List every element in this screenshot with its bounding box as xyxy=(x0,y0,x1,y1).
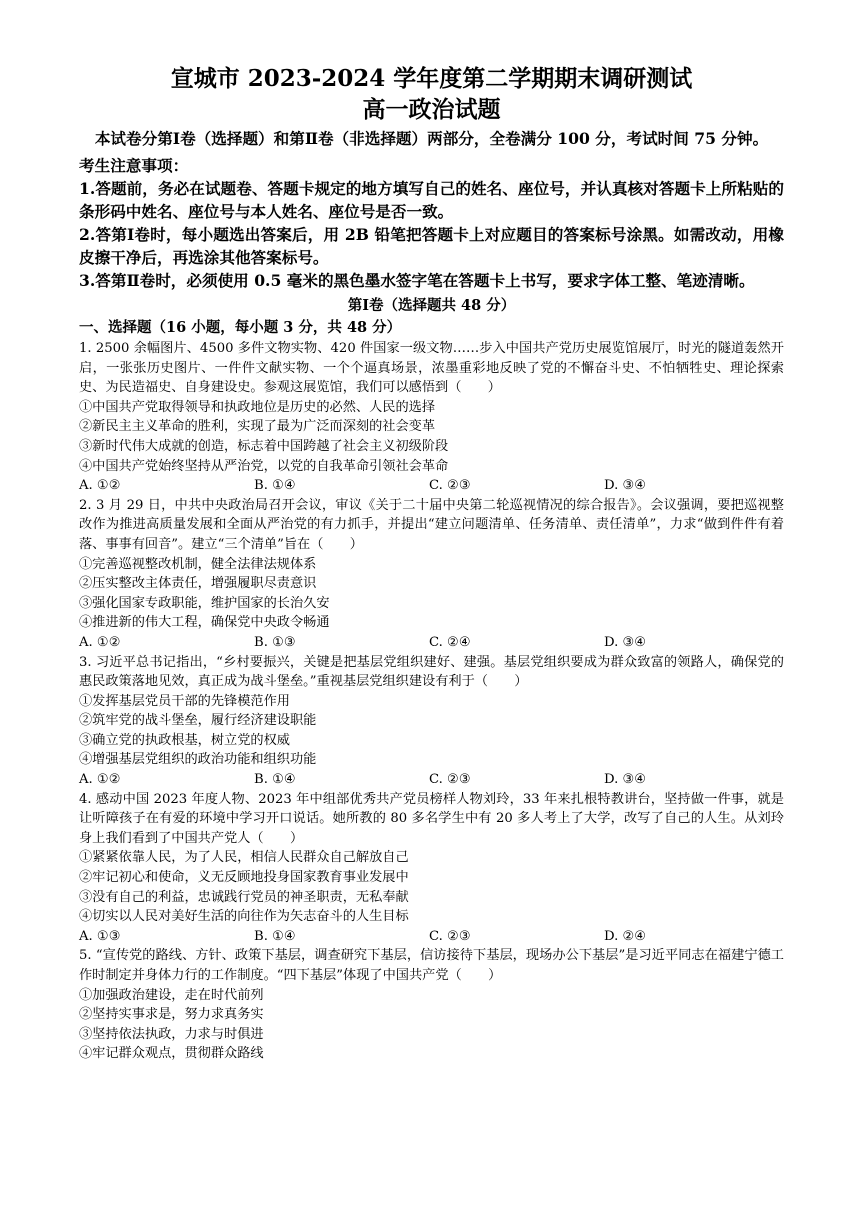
answer-choice: B. ①③ xyxy=(254,634,296,650)
answer-choices xyxy=(79,476,784,496)
answer-choice: C. ②④ xyxy=(429,634,471,650)
question-statement: ①紧紧依靠人民，为了人民，相信人民群众自己解放自己 xyxy=(79,850,409,866)
answer-choices xyxy=(79,770,784,790)
section-title: 一、选择题（16 小题，每小题 3 分，共 48 分） xyxy=(79,319,402,336)
answer-choice: B. ①④ xyxy=(254,772,296,788)
answer-choice: C. ②③ xyxy=(429,928,471,944)
answer-choices xyxy=(79,633,784,653)
answer-choice: B. ①④ xyxy=(254,928,296,944)
exam-title: 宣城市 2023-2024 学年度第二学期期末调研测试 xyxy=(170,65,693,92)
question-stem: 1. 2500 余幅图片、4500 多件文物实物、420 件国家一级文物……步入中国共产党历史展览馆展厅，时光的隧道轰然开启，一张张历史图片、一件件文献实物、一个个逼真场景，浓墨重彩地反映了党的不懈奋斗史、不怕牺牲史、理论探索史、为民造福史、自身建设史。参观这展览馆，我们可以感悟到（ ） xyxy=(79,341,784,396)
answer-choices xyxy=(79,927,784,947)
question-statement: ②筑牢党的战斗堡垒，履行经济建设职能 xyxy=(79,713,317,729)
question-statement: ④牢记群众观点，贯彻群众路线 xyxy=(79,1046,264,1062)
answer-choice: A. ①② xyxy=(79,772,121,788)
answer-choice: B. ①④ xyxy=(254,478,296,494)
question-statement: ④增强基层党组织的政治功能和组织功能 xyxy=(79,752,317,768)
question-statement: ④推进新的伟大工程，确保党中央政令畅通 xyxy=(79,615,330,631)
question-list xyxy=(79,339,784,1064)
notice-item: 2.答第Ⅰ卷时，每小题选出答案后，用 2B 铅笔把答题卡上对应题目的答案标号涂黑。如需改动，用橡皮擦干净后，再选涂其他答案标号。 xyxy=(79,225,784,267)
notice-item: 1.答题前，务必在试题卷、答题卡规定的地方填写自己的姓名、座位号，并认真核对答题卡上所粘贴的条形码中姓名、座位号与本人姓名、座位号是否一致。 xyxy=(79,179,784,221)
answer-choice: C. ②③ xyxy=(429,772,471,788)
question-statement: ①中国共产党取得领导和执政地位是历史的必然、人民的选择 xyxy=(79,399,436,415)
question-2 xyxy=(79,496,784,653)
question-stem: 4. 感动中国 2023 年度人物、2023 年中组部优秀共产党员榜样人物刘玲，33 年来扎根特教讲台，坚持做一件事，就是让听障孩子在有爱的环境中学习开口说话。她所教的 80 多名学生中有 20 多人考上了大学，改写了自己的人生。从刘玲身上我们看到了中国共产党人（ ） xyxy=(79,791,784,846)
question-statement: ①加强政治建设，走在时代前列 xyxy=(79,987,264,1003)
question-statement: ④切实以人民对美好生活的向往作为矢志奋斗的人生目标 xyxy=(79,909,409,925)
question-statement: ③没有自己的利益，忠诚践行党员的神圣职责，无私奉献 xyxy=(79,889,409,905)
notice-title: 考生注意事项： xyxy=(79,156,189,175)
question-statement: ③确立党的执政根基，树立党的权威 xyxy=(79,732,290,748)
question-stem: 3. 习近平总书记指出，“乡村要振兴，关键是把基层党组织建好、建强。基层党组织要成为群众致富的领路人，确保党的惠民政策落地见效，真正成为战斗堡垒。”重视基层党组织建设有利于（ ） xyxy=(79,654,784,690)
answer-choice: A. ①③ xyxy=(79,928,121,944)
question-statement: ②新民主主义革命的胜利，实现了最为广泛而深刻的社会变革 xyxy=(79,419,436,435)
answer-choice: D. ②④ xyxy=(604,928,647,944)
question-statement: ②压实整改主体责任，增强履职尽责意识 xyxy=(79,576,317,592)
question-statement: ②坚持实事求是，努力求真务实 xyxy=(79,1007,264,1023)
answer-choice: D. ③④ xyxy=(604,634,647,650)
answer-choice: A. ①② xyxy=(79,634,121,650)
question-statement: ③坚持依法执政，力求与时俱进 xyxy=(79,1026,264,1042)
answer-choice: D. ③④ xyxy=(604,772,647,788)
exam-intro: 本试卷分第Ⅰ卷（选择题）和第Ⅱ卷（非选择题）两部分，全卷满分 100 分，考试时间 75 分钟。 xyxy=(94,129,769,148)
question-statement: ②牢记初心和使命，义无反顾地投身国家教育事业发展中 xyxy=(79,870,409,886)
exam-subtitle: 高一政治试题 xyxy=(362,96,501,123)
question-stem: 5. “宣传党的路线、方针、政策下基层，调查研究下基层，信访接待下基层，现场办公下基层”是习近平同志在福建宁德工作时制定并身体力行的工作制度。“四下基层”体现了中国共产党（ ） xyxy=(79,948,784,983)
question-statement: ①完善巡视整改机制，健全法律法规体系 xyxy=(79,556,317,572)
question-3 xyxy=(79,653,784,790)
question-stem: 2. 3 月 29 日，中共中央政治局召开会议，审议《关于二十届中央第二轮巡视情况的综合报告》。会议强调，要把巡视整改作为推进高质量发展和全面从严治党的有力抓手，并提出“建立问题清单、任务清单、责任清单”，力求“做到件件有着落、事事有回音”。建立“三个清单”旨在（ ） xyxy=(79,497,784,552)
question-1 xyxy=(79,339,784,496)
question-statement: ①发挥基层党员干部的先锋模范作用 xyxy=(79,693,290,709)
question-4 xyxy=(79,790,784,947)
answer-choice: A. ①② xyxy=(79,478,121,494)
question-statement: ③强化国家专政职能，维护国家的长治久安 xyxy=(79,595,330,611)
part-one-title: 第Ⅰ卷（选择题共 48 分） xyxy=(347,297,516,314)
answer-choice: D. ③④ xyxy=(604,478,647,494)
question-5 xyxy=(79,946,784,1064)
question-statement: ④中国共产党始终坚持从严治党，以党的自我革命引领社会革命 xyxy=(79,458,449,474)
answer-choice: C. ②③ xyxy=(429,478,471,494)
notice-item: 3.答第Ⅱ卷时，必须使用 0.5 毫米的黑色墨水签字笔在答题卡上书写，要求字体工整、笔迹清晰。 xyxy=(79,271,755,290)
question-statement: ③新时代伟大成就的创造，标志着中国跨越了社会主义初级阶段 xyxy=(79,438,449,454)
